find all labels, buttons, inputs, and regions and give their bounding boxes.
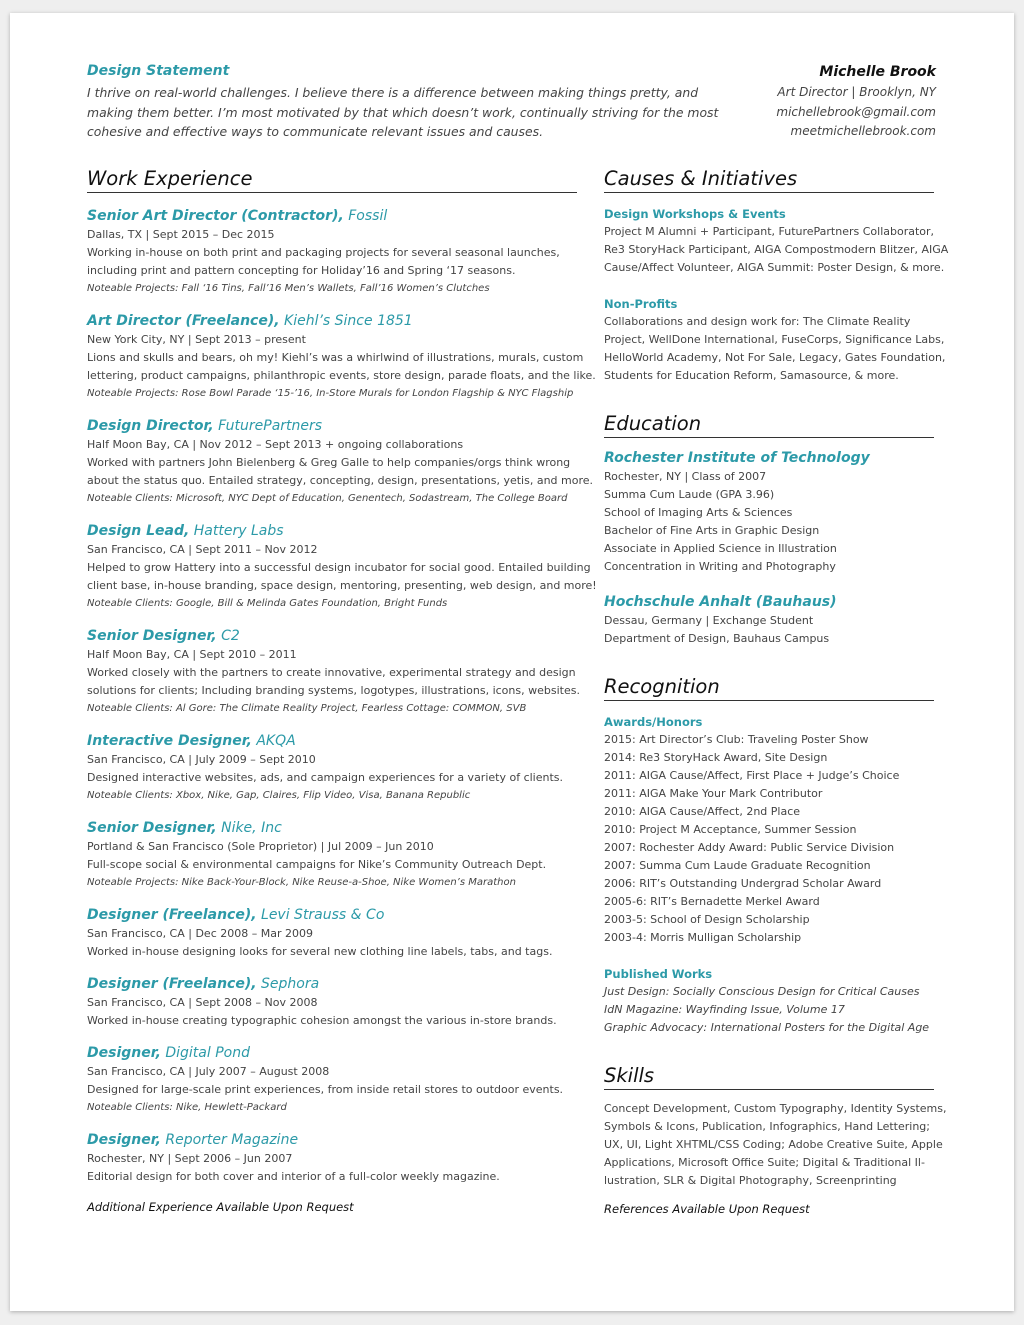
job-description: Helped to grow Hattery into a successful design incubator for social good. Entailed building xyxy=(87,561,591,574)
job-role: Designer, xyxy=(87,1045,161,1061)
job-description: including print and pattern concepting for Holiday’16 and Spring ‘17 seasons. xyxy=(87,264,516,277)
award-item: 2010: Project M Acceptance, Summer Session xyxy=(604,823,857,836)
job-meta: San Francisco, CA | July 2009 – Sept 2010 xyxy=(87,753,316,766)
job-role: Design Director, xyxy=(87,418,214,434)
school-detail: Rochester, NY | Class of 2007 xyxy=(604,470,767,483)
job-description: Editorial design for both cover and interior of a full-color weekly magazine. xyxy=(87,1170,500,1183)
job-meta: San Francisco, CA | Sept 2008 – Nov 2008 xyxy=(87,996,318,1009)
design-statement-title: Design Statement xyxy=(87,63,230,79)
school-detail: Concentration in Writing and Photography xyxy=(604,560,836,573)
job-company: FuturePartners xyxy=(213,418,323,434)
skills-line: Symbols & Icons, Publication, Infographics, Hand Lettering; xyxy=(604,1120,930,1133)
job-description: Lions and skulls and bears, oh my! Kiehl’s was a whirlwind of illustrations, murals, custom xyxy=(87,351,584,364)
award-item: 2003-4: Morris Mulligan Scholarship xyxy=(604,931,802,944)
job-company: Digital Pond xyxy=(160,1045,250,1061)
section-heading-recognition: Recognition xyxy=(604,675,934,701)
causes-group-line: Project M Alumni + Participant, FuturePartners Collaborator, xyxy=(604,225,935,238)
award-item: 2015: Art Director’s Club: Traveling Poster Show xyxy=(604,733,869,746)
school-detail: Department of Design, Bauhaus Campus xyxy=(604,632,830,645)
job-meta: Half Moon Bay, CA | Sept 2010 – 2011 xyxy=(87,648,297,661)
causes-section xyxy=(604,167,949,385)
award-item: 2003-5: School of Design Scholarship xyxy=(604,913,810,926)
job-description: Worked with partners John Bielenberg & Greg Galle to help companies/orgs think wrong xyxy=(87,456,571,469)
award-item: 2007: Summa Cum Laude Graduate Recognition xyxy=(604,859,871,872)
job-title xyxy=(87,416,577,436)
job-role: Senior Designer, xyxy=(87,820,217,836)
contact-role: Art Director | Brooklyn, NY xyxy=(777,85,936,99)
skills-line: lustration, SLR & Digital Photography, Screenprinting xyxy=(604,1174,897,1187)
causes-group-line: Collaborations and design work for: The Climate Reality xyxy=(604,315,911,328)
job-role: Designer (Freelance), xyxy=(87,976,257,992)
school-entry xyxy=(604,592,934,648)
job-note: Noteable Projects: Nike Back-Your-Block, Nike Reuse-a-Shoe, Nike Women’s Marathon xyxy=(87,877,516,888)
job-entry xyxy=(87,1043,577,1117)
job-company: Kiehl’s Since 1851 xyxy=(279,313,413,329)
job-list xyxy=(87,206,597,1186)
school-detail: Dessau, Germany | Exchange Student xyxy=(604,614,814,627)
section-heading-education: Education xyxy=(604,412,934,438)
job-company: AKQA xyxy=(251,733,296,749)
job-entry xyxy=(87,818,577,892)
job-description: Working in-house on both print and packaging projects for several seasonal launches, xyxy=(87,246,560,259)
published-work-item: Just Design: Socially Conscious Design for Critical Causes xyxy=(604,985,920,998)
right-column xyxy=(604,167,949,1216)
award-item: 2011: AIGA Cause/Affect, First Place + Judge’s Choice xyxy=(604,769,900,782)
published-work-item: Graphic Advocacy: International Posters for the Digital Age xyxy=(604,1021,930,1034)
job-entry xyxy=(87,974,577,1030)
job-title xyxy=(87,521,577,541)
job-meta: New York City, NY | Sept 2013 – present xyxy=(87,333,306,346)
skills-line: UX, UI, Light XHTML/CSS Coding; Adobe Creative Suite, Apple xyxy=(604,1138,943,1151)
job-note: Noteable Clients: Nike, Hewlett-Packard xyxy=(87,1102,287,1113)
job-meta: Half Moon Bay, CA | Nov 2012 – Sept 2013 + ongoing collaborations xyxy=(87,438,464,451)
job-role: Designer, xyxy=(87,1132,161,1148)
job-title xyxy=(87,206,577,226)
skills-line: Concept Development, Custom Typography, Identity Systems, xyxy=(604,1102,947,1115)
skills-line: Applications, Microsoft Office Suite; Digital & Traditional Il- xyxy=(604,1156,925,1169)
causes-group-line: HelloWorld Academy, Not For Sale, Legacy, Gates Foundation, xyxy=(604,351,946,364)
job-description: client base, in-house branding, space design, mentoring, presenting, web design, and more! xyxy=(87,579,597,592)
resume-page xyxy=(10,13,1014,1311)
award-item: 2007: Rochester Addy Award: Public Service Division xyxy=(604,841,895,854)
award-item: 2010: AIGA Cause/Affect, 2nd Place xyxy=(604,805,801,818)
award-item: 2014: Re3 StoryHack Award, Site Design xyxy=(604,751,828,764)
skills-text xyxy=(604,1100,947,1190)
award-item: 2005-6: RIT’s Bernadette Merkel Award xyxy=(604,895,820,908)
job-entry xyxy=(87,521,597,613)
job-company: Nike, Inc xyxy=(216,820,282,836)
job-title xyxy=(87,818,577,838)
job-title xyxy=(87,1043,577,1063)
job-meta: Dallas, TX | Sept 2015 – Dec 2015 xyxy=(87,228,275,241)
job-role: Designer (Freelance), xyxy=(87,907,257,923)
awards-title: Awards/Honors xyxy=(604,715,703,729)
job-title xyxy=(87,1130,577,1150)
published-works-list xyxy=(604,983,934,1037)
job-entry xyxy=(87,311,596,403)
causes-group-line: Students for Education Reform, Samasource, & more. xyxy=(604,369,899,382)
school-detail: School of Imaging Arts & Sciences xyxy=(604,506,793,519)
award-item: 2011: AIGA Make Your Mark Contributor xyxy=(604,787,823,800)
job-entry xyxy=(87,206,577,298)
job-meta: San Francisco, CA | Sept 2011 – Nov 2012 xyxy=(87,543,318,556)
job-title xyxy=(87,974,577,994)
job-role: Interactive Designer, xyxy=(87,733,252,749)
causes-group-line: Project, WellDone International, FuseCorps, Significance Labs, xyxy=(604,333,945,346)
published-work-item: IdN Magazine: Wayfinding Issue, Volume 17 xyxy=(604,1003,845,1016)
job-description: Worked in-house creating typographic cohesion amongst the various in-store brands. xyxy=(87,1014,557,1027)
job-note: Noteable Clients: Al Gore: The Climate Reality Project, Fearless Cottage: COMMON, SVB xyxy=(87,703,527,714)
job-role: Art Director (Freelance), xyxy=(87,313,280,329)
contact-website[interactable]: meetmichellebrook.com xyxy=(790,124,936,138)
causes-group-line: Cause/Affect Volunteer, AIGA Summit: Poster Design, & more. xyxy=(604,261,945,274)
job-note: Noteable Projects: Fall ‘16 Tins, Fall’16 Men’s Wallets, Fall’16 Women’s Clutches xyxy=(87,283,490,294)
school-name: Hochschule Anhalt (Bauhaus) xyxy=(604,594,837,610)
job-role: Design Lead, xyxy=(87,523,190,539)
job-description: lettering, product campaigns, philanthropic events, store design, parade floats, and the like. xyxy=(87,369,596,382)
school-detail: Summa Cum Laude (GPA 3.96) xyxy=(604,488,775,501)
job-entry xyxy=(87,626,580,718)
skills-section xyxy=(604,1064,947,1216)
school-list xyxy=(604,448,934,648)
job-role: Senior Art Director (Contractor), xyxy=(87,208,344,224)
causes-group-title: Design Workshops & Events xyxy=(604,207,786,221)
recognition-section xyxy=(604,675,934,1037)
job-company: C2 xyxy=(216,628,240,644)
section-heading-causes: Causes & Initiatives xyxy=(604,167,934,193)
contact-name: Michelle Brook xyxy=(819,64,936,80)
causes-groups xyxy=(604,205,949,385)
job-company: Hattery Labs xyxy=(189,523,284,539)
job-note: Noteable Clients: Microsoft, NYC Dept of Education, Genentech, Sodastream, The College Board xyxy=(87,493,568,504)
job-company: Fossil xyxy=(343,208,388,224)
job-entry xyxy=(87,731,577,805)
job-description: Designed interactive websites, ads, and campaign experiences for a variety of clients. xyxy=(87,771,564,784)
school-entry xyxy=(604,448,934,576)
job-meta: San Francisco, CA | July 2007 – August 2008 xyxy=(87,1065,330,1078)
school-detail: Associate in Applied Science in Illustration xyxy=(604,542,837,555)
school-name: Rochester Institute of Technology xyxy=(604,450,870,466)
skills-footer-note: References Available Upon Request xyxy=(604,1202,810,1216)
job-description: solutions for clients; Including branding systems, logotypes, illustrations, icons, websites. xyxy=(87,684,580,697)
contact-email[interactable]: michellebrook@gmail.com xyxy=(776,104,936,119)
section-heading-skills: Skills xyxy=(604,1064,934,1090)
work-experience-section xyxy=(87,167,597,1214)
job-title xyxy=(87,731,577,751)
job-entry xyxy=(87,416,594,508)
contact-block xyxy=(776,63,936,142)
causes-group xyxy=(604,205,949,277)
job-title xyxy=(87,311,577,331)
awards-list xyxy=(604,731,934,947)
job-note: Noteable Clients: Xbox, Nike, Gap, Claires, Flip Video, Visa, Banana Republic xyxy=(87,790,471,801)
job-meta: Rochester, NY | Sept 2006 – Jun 2007 xyxy=(87,1152,293,1165)
job-title xyxy=(87,905,577,925)
causes-group-line: Re3 StoryHack Participant, AIGA Compostmodern Blitzer, AIGA xyxy=(604,243,949,256)
job-company: Sephora xyxy=(256,976,320,992)
job-entry xyxy=(87,905,577,961)
causes-group-title: Non-Profits xyxy=(604,297,678,311)
job-company: Reporter Magazine xyxy=(160,1132,299,1148)
job-title xyxy=(87,626,577,646)
published-works-title: Published Works xyxy=(604,967,713,981)
causes-group xyxy=(604,295,946,385)
section-heading-work: Work Experience xyxy=(87,167,577,193)
work-footer-note: Additional Experience Available Upon Request xyxy=(87,1200,354,1214)
design-statement-body: I thrive on real-world challenges. I believe there is a difference between making things pretty, and making them better. I’m most motivated by that which doesn’t work, continually striving for the most cohesive and effective ways to communicate relevant issues and causes. xyxy=(87,85,719,139)
job-meta: Portland & San Francisco (Sole Proprietor) | Jul 2009 – Jun 2010 xyxy=(87,840,434,853)
job-note: Noteable Clients: Google, Bill & Melinda Gates Foundation, Bright Funds xyxy=(87,598,448,609)
education-section xyxy=(604,412,934,648)
award-item: 2006: RIT’s Outstanding Undergrad Scholar Award xyxy=(604,877,882,890)
job-description: Worked closely with the partners to create innovative, experimental strategy and design xyxy=(87,666,576,679)
job-note: Noteable Projects: Rose Bowl Parade ‘15-’16, In-Store Murals for London Flagship & NYC Flagship xyxy=(87,388,574,399)
job-role: Senior Designer, xyxy=(87,628,217,644)
job-description: Worked in-house designing looks for several new clothing line labels, tabs, and tags. xyxy=(87,945,553,958)
job-entry xyxy=(87,1130,577,1186)
job-description: about the status quo. Entailed strategy, concepting, design, presentations, yetis, and more. xyxy=(87,474,594,487)
school-detail: Bachelor of Fine Arts in Graphic Design xyxy=(604,524,820,537)
job-company: Levi Strauss & Co xyxy=(256,907,385,923)
job-description: Full-scope social & environmental campaigns for Nike’s Community Outreach Dept. xyxy=(87,858,547,871)
job-description: Designed for large-scale print experiences, from inside retail stores to outdoor events. xyxy=(87,1083,564,1096)
job-meta: San Francisco, CA | Dec 2008 – Mar 2009 xyxy=(87,927,313,940)
